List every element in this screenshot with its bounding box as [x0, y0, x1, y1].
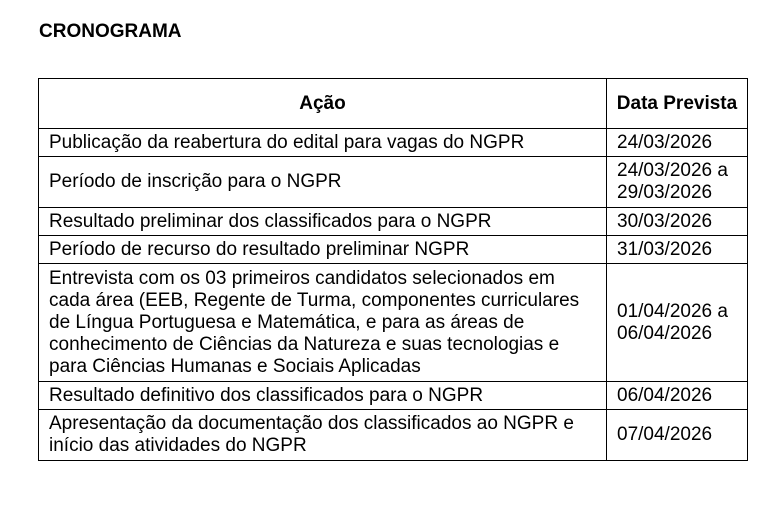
- table-header-row: [39, 79, 748, 129]
- action-cell: Resultado preliminar dos classificados para o NGPR: [39, 208, 607, 236]
- table-row: [39, 208, 748, 236]
- date-cell: 06/04/2026: [607, 382, 748, 410]
- table-row: [39, 410, 748, 461]
- table-row: [39, 382, 748, 410]
- action-cell: Entrevista com os 03 primeiros candidatos selecionados em cada área (EEB, Regente de Turma, componentes curriculares de Língua Portuguesa e Matemática, e para as áreas de conhecimento de Ciências da Natureza e suas tecnologias e para Ciências Humanas e Sociais Aplicadas: [39, 264, 607, 382]
- date-cell: 24/03/2026: [607, 129, 748, 157]
- table-row: [39, 236, 748, 264]
- date-cell: 01/04/2026 a 06/04/2026: [607, 264, 748, 382]
- table-row: [39, 264, 748, 382]
- date-cell: 07/04/2026: [607, 410, 748, 461]
- date-cell: 31/03/2026: [607, 236, 748, 264]
- table-row: [39, 129, 748, 157]
- action-cell: Publicação da reabertura do edital para vagas do NGPR: [39, 129, 607, 157]
- schedule-table: [38, 78, 748, 461]
- table-row: [39, 157, 748, 208]
- action-cell: Período de inscrição para o NGPR: [39, 157, 607, 208]
- date-cell: 24/03/2026 a 29/03/2026: [607, 157, 748, 208]
- column-header-date: Data Prevista: [607, 79, 748, 129]
- column-header-action: Ação: [39, 79, 607, 129]
- action-cell: Período de recurso do resultado preliminar NGPR: [39, 236, 607, 264]
- document-title: CRONOGRAMA: [39, 21, 182, 42]
- action-cell: Apresentação da documentação dos classificados ao NGPR e início das atividades do NGPR: [39, 410, 607, 461]
- date-cell: 30/03/2026: [607, 208, 748, 236]
- action-cell: Resultado definitivo dos classificados para o NGPR: [39, 382, 607, 410]
